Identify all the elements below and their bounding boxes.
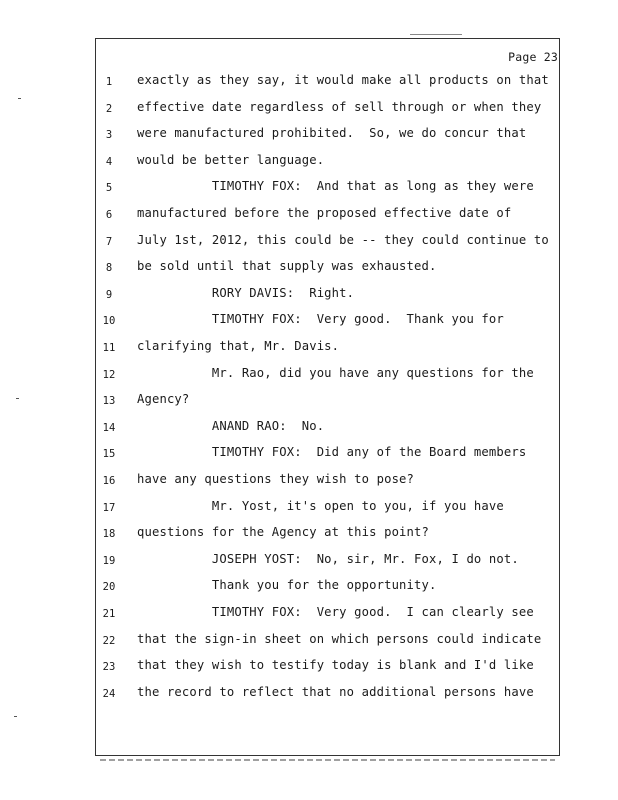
line-number: 18 [102, 528, 116, 541]
transcript-line [0, 365, 618, 385]
transcript-line [0, 205, 618, 225]
transcript-line [0, 577, 618, 597]
line-number: 11 [102, 342, 116, 354]
transcript-line [0, 311, 618, 331]
line-number: 17 [102, 501, 116, 514]
line-text: effective date regardless of sell through or when they [137, 99, 542, 114]
line-text: ANAND RAO: No. [137, 418, 325, 433]
line-number: 21 [102, 608, 116, 620]
transcript-line [0, 524, 618, 544]
transcript-line [0, 99, 618, 119]
line-number: 7 [105, 235, 113, 248]
line-number: 16 [102, 475, 116, 487]
line-text: have any questions they wish to pose? [137, 472, 415, 486]
line-text: TIMOTHY FOX: Did any of the Board members [137, 445, 527, 460]
transcript-line [0, 418, 618, 438]
line-number: 9 [105, 288, 113, 301]
transcript-line [0, 498, 618, 518]
transcript-line [0, 72, 618, 92]
line-text: that they wish to testify today is blank and I'd like [137, 658, 534, 673]
line-text: RORY DAVIS: Right. [137, 285, 355, 300]
line-text: Mr. Rao, did you have any questions for the [137, 365, 534, 380]
line-text: exactly as they say, it would make all products on that [137, 73, 549, 87]
line-text: manufactured before the proposed effective date of [137, 206, 512, 220]
line-text: July 1st, 2012, this could be -- they could continue to [137, 232, 549, 247]
line-number: 19 [102, 554, 116, 567]
transcript-line [0, 444, 618, 464]
scan-artifact-bottom [100, 759, 555, 761]
line-number: 24 [102, 687, 116, 700]
line-text: were manufactured prohibited. So, we do concur that [137, 126, 527, 141]
line-number: 6 [105, 209, 113, 221]
line-text: Thank you for the opportunity. [137, 578, 437, 593]
line-number: 13 [102, 395, 116, 408]
line-text: TIMOTHY FOX: Very good. Thank you for [137, 312, 504, 327]
transcript-line [0, 152, 618, 172]
line-text: Mr. Yost, it's open to you, if you have [137, 498, 504, 513]
transcript-line [0, 285, 618, 305]
line-number: 10 [102, 315, 116, 328]
transcript-line [0, 391, 618, 411]
scan-speck [16, 398, 19, 399]
line-number: 14 [102, 421, 116, 434]
scan-speck [14, 716, 17, 717]
line-number: 23 [102, 661, 116, 674]
line-text: the record to reflect that no additional persons have [137, 684, 534, 699]
line-number: 22 [102, 634, 116, 647]
line-text: that the sign-in sheet on which persons could indicate [137, 631, 542, 646]
line-number: 3 [105, 129, 113, 142]
transcript-line [0, 684, 618, 704]
transcript-line [0, 258, 618, 278]
transcript-line [0, 178, 618, 198]
page-number: Page 23 [508, 50, 558, 64]
line-text: TIMOTHY FOX: Very good. I can clearly see [137, 605, 534, 619]
line-number: 4 [105, 155, 113, 168]
transcript-line [0, 631, 618, 651]
line-number: 1 [105, 76, 113, 88]
transcript-line [0, 657, 618, 677]
line-text: be sold until that supply was exhausted. [137, 259, 437, 274]
line-number: 12 [102, 368, 116, 381]
line-text: questions for the Agency at this point? [137, 525, 430, 540]
transcript-line [0, 125, 618, 145]
scan-artifact-top [410, 34, 462, 35]
line-text: JOSEPH YOST: No, sir, Mr. Fox, I do not. [137, 551, 519, 566]
line-text: clarifying that, Mr. Davis. [137, 339, 340, 353]
line-number: 15 [102, 448, 116, 461]
transcript-line [0, 471, 618, 491]
transcript-line [0, 232, 618, 252]
transcript-line [0, 551, 618, 571]
line-number: 20 [102, 581, 116, 594]
transcript-line [0, 338, 618, 358]
line-number: 2 [105, 102, 113, 115]
line-text: Agency? [137, 392, 190, 407]
line-number: 8 [105, 262, 113, 275]
line-text: TIMOTHY FOX: And that as long as they were [137, 179, 534, 194]
scan-speck [18, 98, 21, 99]
line-text: would be better language. [137, 152, 325, 167]
transcript-line [0, 604, 618, 624]
line-number: 5 [105, 182, 113, 195]
